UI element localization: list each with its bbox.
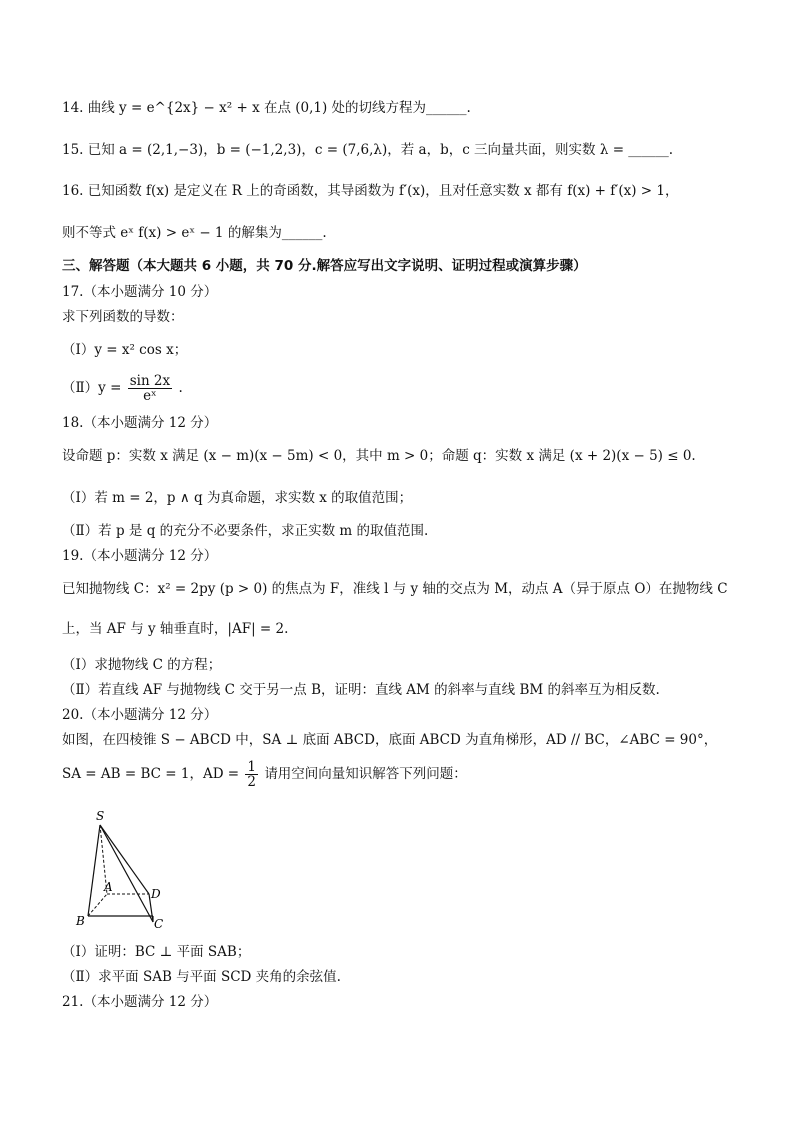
question-19-intro-line1: 已知抛物线 C：x² = 2py (p > 0) 的焦点为 F，准线 l 与 y 轴的交点为 M，动点 A（异于原点 O）在抛物线 C — [62, 581, 728, 597]
section-3-heading: 三、解答题（本大题共 6 小题，共 70 分.解答应写出文字说明、证明过程或演算步骤） — [62, 258, 587, 274]
question-16-line1: 16. 已知函数 f(x) 是定义在 R 上的奇函数，其导函数为 f′(x)，且对任意实数 x 都有 f(x) + f′(x) > 1， — [62, 183, 679, 199]
question-20-header: 20.（本小题满分 12 分） — [62, 707, 218, 723]
question-20-intro-line1: 如图，在四棱锥 S − ABCD 中，SA ⊥ 底面 ABCD，底面 ABCD 为直角梯形，AD // BC，∠ABC = 90°， — [62, 732, 718, 748]
question-16-line2: 则不等式 eˣ f(x) > eˣ − 1 的解集为______. — [62, 225, 327, 241]
question-21-header: 21.（本小题满分 12 分） — [62, 994, 218, 1010]
label-d: D — [151, 887, 161, 901]
question-19-header: 19.（本小题满分 12 分） — [62, 548, 218, 564]
label-a: A — [104, 880, 113, 894]
question-15: 15. 已知 a = (2,1,−3)，b = (−1,2,3)，c = (7,6,λ)，若 a，b，c 三向量共面，则实数 λ = ______. — [62, 142, 674, 158]
fraction-numerator: sin 2x — [129, 373, 171, 389]
question-17-header: 17.（本小题满分 10 分） — [62, 284, 218, 300]
fraction-numerator: 1 — [247, 759, 257, 775]
question-17-part2-fraction — [128, 374, 172, 403]
fraction-denominator: 2 — [247, 774, 257, 790]
question-17-intro: 求下列函数的导数： — [62, 309, 184, 325]
question-17-part1: （Ⅰ）y = x² cos x； — [62, 342, 188, 358]
question-18-part1: （Ⅰ）若 m = 2，p ∧ q 为真命题，求实数 x 的取值范围； — [62, 490, 413, 506]
question-20-intro-line2 — [62, 760, 467, 789]
question-20-fraction — [245, 760, 258, 789]
question-20-line2-prefix: SA = AB = BC = 1，AD = — [62, 766, 240, 782]
label-s: S — [96, 809, 105, 823]
question-19-part2: （Ⅱ）若直线 AF 与抛物线 C 交于另一点 B，证明：直线 AM 的斜率与直线 BM 的斜率互为相反数. — [62, 682, 660, 698]
question-19-intro-line2: 上，当 AF 与 y 轴垂直时，|AF| = 2. — [62, 621, 289, 637]
question-17-part2-suffix: . — [178, 380, 183, 396]
pyramid-figure — [60, 800, 180, 935]
fraction-denominator: eˣ — [143, 388, 157, 404]
question-17-part2 — [62, 374, 183, 403]
label-c: C — [154, 917, 164, 931]
question-18-part2: （Ⅱ）若 p 是 q 的充分不必要条件，求正实数 m 的取值范围. — [62, 523, 429, 539]
label-b: B — [76, 914, 85, 928]
question-19-part1: （Ⅰ）求抛物线 C 的方程； — [62, 657, 222, 673]
question-17-part2-prefix: （Ⅱ）y = — [62, 380, 122, 396]
question-20-part1: （Ⅰ）证明：BC ⊥ 平面 SAB； — [62, 944, 251, 960]
question-20-part2: （Ⅱ）求平面 SAB 与平面 SCD 夹角的余弦值. — [62, 969, 341, 985]
question-18-header: 18.（本小题满分 12 分） — [62, 415, 218, 431]
question-20-line2-suffix: 请用空间向量知识解答下列问题： — [264, 766, 467, 782]
question-14: 14. 曲线 y = e^{2x} − x² + x 在点 (0,1) 处的切线方程为______. — [62, 100, 471, 116]
question-18-intro: 设命题 p：实数 x 满足 (x − m)(x − 5m) < 0，其中 m > 0；命题 q：实数 x 满足 (x + 2)(x − 5) ≤ 0. — [62, 448, 696, 464]
